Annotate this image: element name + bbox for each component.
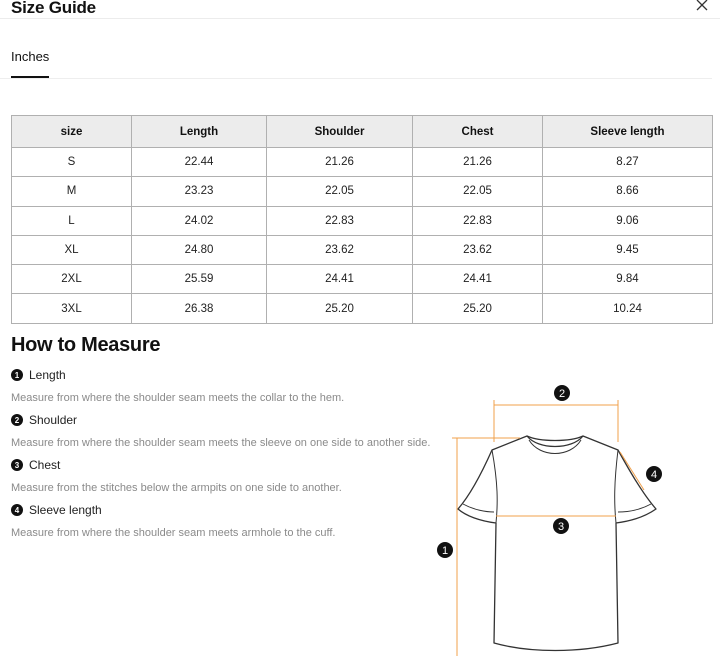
table-row [12,235,713,264]
cell-shoulder: 23.62 [267,235,413,264]
cell-shoulder: 25.20 [267,294,413,323]
cell-chest: 21.26 [413,148,543,177]
cell-size: L [12,206,132,235]
tshirt-measure-diagram [430,378,680,658]
cell-shoulder: 22.05 [267,177,413,206]
guide-sleeve [620,452,644,490]
measure-label: Length [29,368,66,382]
table-row [12,148,713,177]
measure-description: Measure from where the shoulder seam meets the sleeve on one side to another side. [11,437,431,449]
number-badge-icon: 1 [11,369,23,381]
table-header-row [12,116,713,148]
cell-size: 3XL [12,294,132,323]
svg-text:1: 1 [441,545,449,557]
cell-sleeve-length: 10.24 [543,294,713,323]
measure-item-sleeve-length [11,503,451,539]
svg-text:2: 2 [558,388,566,400]
number-badge-icon: 2 [11,414,23,426]
cell-sleeve-length: 8.66 [543,177,713,206]
cell-length: 22.44 [132,148,267,177]
measure-label: Sleeve length [29,503,102,517]
cell-chest: 23.62 [413,235,543,264]
measure-description: Measure from where the shoulder seam meets armhole to the cuff. [11,527,336,539]
cell-length: 24.80 [132,235,267,264]
cell-size: M [12,177,132,206]
cell-length: 24.02 [132,206,267,235]
col-size: size [12,116,132,148]
marker-4-icon [646,466,662,482]
cell-chest: 22.05 [413,177,543,206]
col-chest: Chest [413,116,543,148]
tshirt-collar [527,436,583,447]
modal-header [0,0,720,19]
measure-item-chest [11,458,451,494]
number-badge-icon: 4 [11,504,23,516]
col-length: Length [132,116,267,148]
cell-chest: 24.41 [413,265,543,294]
marker-2-icon [554,385,570,401]
svg-text:3: 3 [557,521,565,533]
cell-length: 23.23 [132,177,267,206]
cell-size: S [12,148,132,177]
marker-3-icon [553,518,569,534]
measure-item-length [11,368,451,404]
cell-chest: 22.83 [413,206,543,235]
measure-description: Measure from where the shoulder seam meets the collar to the hem. [11,392,345,404]
cell-sleeve-length: 9.06 [543,206,713,235]
svg-text:4: 4 [650,469,658,481]
modal-title: Size Guide [11,0,96,17]
number-badge-icon: 3 [11,459,23,471]
tab-inches[interactable]: Inches [11,49,49,78]
table-row [12,206,713,235]
cell-length: 25.59 [132,265,267,294]
cell-size: XL [12,235,132,264]
how-to-measure-title: How to Measure [11,334,161,356]
tshirt-outline [458,436,656,651]
cell-sleeve-length: 9.45 [543,235,713,264]
cell-shoulder: 21.26 [267,148,413,177]
measure-label: Chest [29,458,61,472]
cell-chest: 25.20 [413,294,543,323]
table-row [12,265,713,294]
measure-description: Measure from the stitches below the armpits on one side to another. [11,482,342,494]
cell-sleeve-length: 9.84 [543,265,713,294]
cell-size: 2XL [12,265,132,294]
cell-length: 26.38 [132,294,267,323]
table-row [12,177,713,206]
measure-item-shoulder [11,413,451,449]
cell-sleeve-length: 8.27 [543,148,713,177]
col-sleeve-length: Sleeve length [543,116,713,148]
col-shoulder: Shoulder [267,116,413,148]
unit-tabs [0,40,712,79]
marker-1-icon [437,542,453,558]
cell-shoulder: 22.83 [267,206,413,235]
cell-shoulder: 24.41 [267,265,413,294]
close-icon[interactable] [694,0,710,13]
size-table [11,115,713,324]
measure-label: Shoulder [29,413,78,427]
table-row [12,294,713,323]
